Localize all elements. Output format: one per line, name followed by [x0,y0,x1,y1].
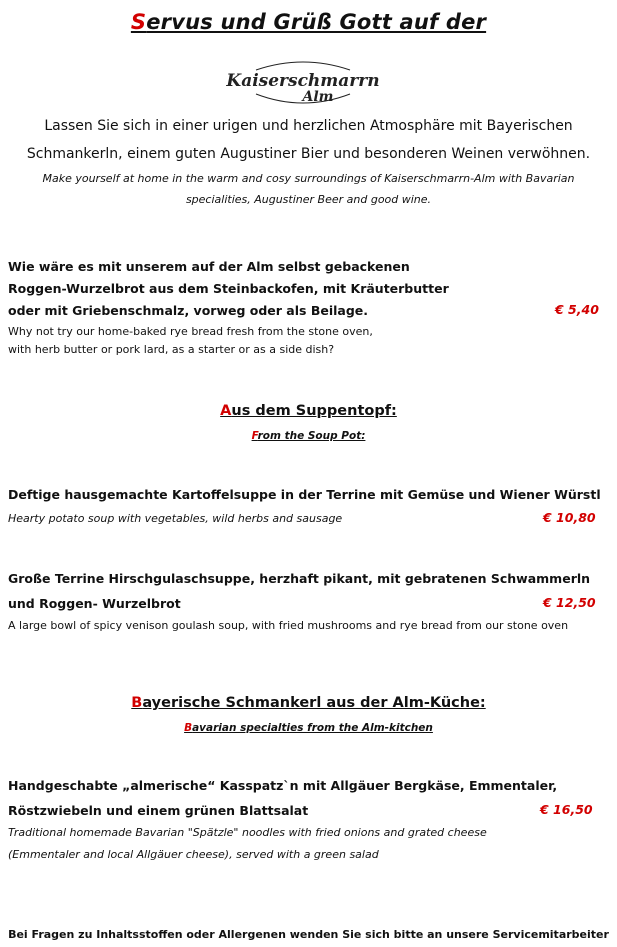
section-title-soup [0,403,617,419]
bread-name-line-3: oder mit Griebenschmalz, vorweg oder als Beilage. [8,303,368,318]
logo-text-top: Kaiserschmarrn [226,71,380,91]
kasspatzn-en-line-2: (Emmentaler and local Allgäuer cheese), served with a green salad [8,848,379,861]
section-subtitle-initial: F [251,430,258,442]
intro-en-line-2: specialities, Augustiner Beer and good wine. [185,193,432,206]
section-subtitle-initial: B [184,722,193,734]
goulash-soup-name-line-2: und Roggen- Wurzelbrot [8,596,181,611]
section-title-rest: us dem Suppentopf: [231,403,397,419]
section-subtitle-bavarian [0,722,617,734]
kasspatzn-en-line-1: Traditional homemade Bavarian "Spätzle" noodles with fried onions and grated cheese [8,826,487,839]
section-title-rest: ayerische Schmankerl aus der Alm-Küche: [142,695,486,711]
goulash-soup-name-line-1: Große Terrine Hirschgulaschsuppe, herzhaft pikant, mit gebratenen Schwammerln [8,571,591,586]
goulash-soup-price: € 12,50 [543,595,596,610]
section-subtitle-rest: avarian specialties from the Alm-kitchen [192,722,433,734]
bread-en-line-2: with herb butter or pork lard, as a starter or as a side dish? [8,343,335,356]
bread-en-line-1: Why not try our home-baked rye bread fresh from the stone oven, [8,325,373,338]
potato-soup-en: Hearty potato soup with vegetables, wild herbs and sausage [8,512,343,525]
allergen-notice: Bei Fragen zu Inhaltsstoffen oder Allergenen wenden Sie sich bitte an unsere Servicemitarbeiter [8,928,609,941]
section-subtitle-soup [0,430,617,442]
potato-soup-name: Deftige hausgemachte Kartoffelsuppe in der Terrine mit Gemüse und Wiener Würstl [8,487,601,502]
goulash-soup-en: A large bowl of spicy venison goulash soup, with fried mushrooms and rye bread from our stone oven [8,619,569,632]
section-title-bavarian [0,695,617,711]
page-title [0,10,617,34]
section-initial: A [220,403,232,419]
kasspatzn-name-line-2: Röstzwiebeln und einem grünen Blattsalat [8,803,309,818]
bread-name-line-1: Wie wäre es mit unserem auf der Alm selbst gebackenen [8,259,410,274]
title-initial: S [130,10,147,34]
title-rest: ervus und Grüß Gott auf der [146,10,487,34]
intro-en-line-1: Make yourself at home in the warm and cosy surroundings of Kaiserschmarrn-Alm with Bavarian [42,172,575,185]
intro-line-1: Lassen Sie sich in einer urigen und herzlichen Atmosphäre mit Bayerischen [44,118,573,134]
kasspatzn-price: € 16,50 [540,802,593,817]
logo-text-bottom: Alm [302,89,334,105]
kaiserschmarrn-alm-logo [226,56,380,108]
bread-name-line-2: Roggen-Wurzelbrot aus dem Steinbackofen, mit Kräuterbutter [8,281,449,296]
section-initial: B [131,695,143,711]
potato-soup-price: € 10,80 [543,510,596,525]
section-subtitle-rest: rom the Soup Pot: [257,430,366,442]
bread-price: € 5,40 [555,302,599,317]
kasspatzn-name-line-1: Handgeschabte „almerische“ Kasspatz`n mit Allgäuer Bergkäse, Emmentaler, [8,778,558,793]
intro-line-2: Schmankerln, einem guten Augustiner Bier und besonderen Weinen verwöhnen. [26,146,591,162]
